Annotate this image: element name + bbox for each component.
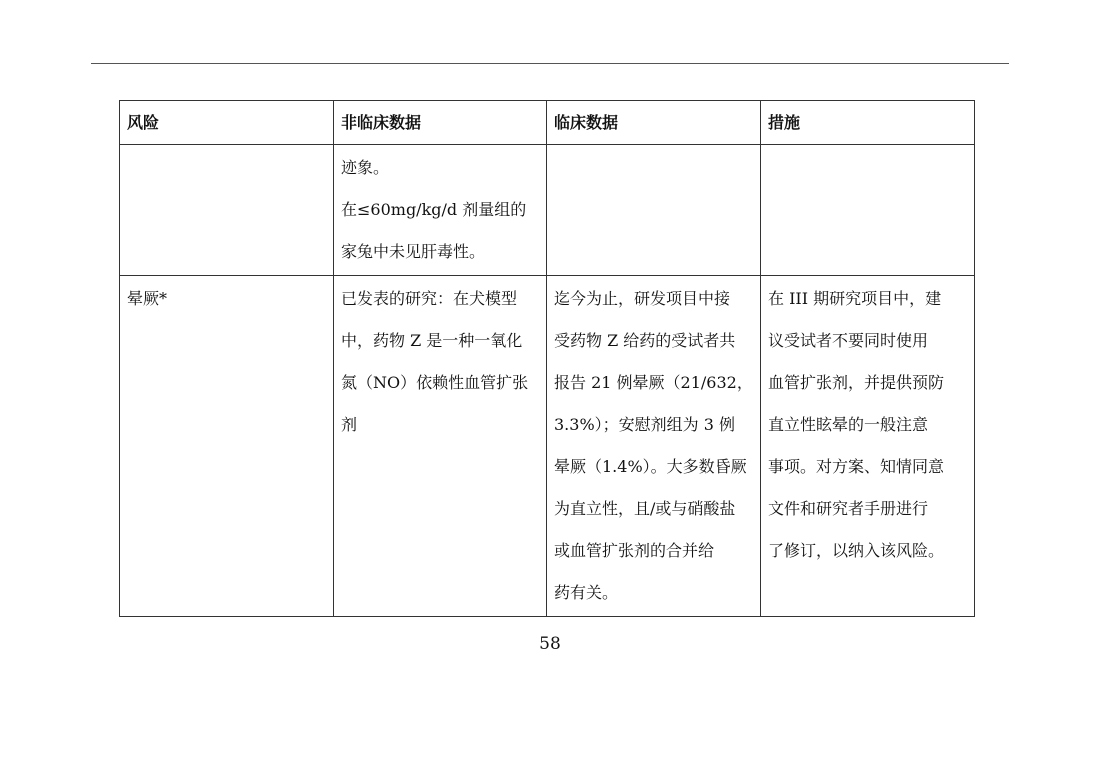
cell-line: 为直立性，且/或与硝酸盐 [554, 499, 736, 518]
cell-clinical [547, 145, 761, 276]
risk-table [119, 100, 975, 617]
cell-risk [120, 145, 334, 276]
cell-clinical [547, 276, 761, 617]
header-measures: 措施 [761, 101, 975, 145]
cell-line: 家兔中未见肝毒性。 [341, 242, 486, 261]
cell-line: 氮（NO）依赖性血管扩张 [341, 373, 529, 392]
cell-nonclinical [334, 276, 547, 617]
header-nonclinical-data: 非临床数据 [334, 101, 547, 145]
cell-line: 剂 [341, 415, 358, 434]
cell-line: 迹象。 [341, 158, 390, 177]
page-number: 58 [539, 634, 561, 654]
cell-line: 血管扩张剂，并提供预防 [768, 373, 945, 392]
table-row [120, 276, 975, 617]
table-row [120, 145, 975, 276]
cell-line: 议受试者不要同时使用 [768, 331, 929, 350]
cell-measures [761, 276, 975, 617]
cell-line: 迄今为止，研发项目中接 [554, 289, 731, 308]
cell-line: 直立性眩晕的一般注意 [768, 415, 929, 434]
cell-line: 事项。对方案、知情同意 [768, 457, 945, 476]
cell-line: 报告 21 例晕厥（21/632， [554, 373, 753, 392]
cell-risk: 晕厥* [120, 276, 334, 617]
table-header-row [120, 101, 975, 145]
cell-line: 药有关。 [554, 583, 619, 602]
cell-line: 或血管扩张剂的合并给 [554, 541, 715, 560]
header-risk: 风险 [120, 101, 334, 145]
cell-line: 晕厥（1.4%）。大多数昏厥 [554, 457, 747, 476]
cell-line: 在 III 期研究项目中，建 [768, 289, 942, 308]
cell-line: 了修订，以纳入该风险。 [768, 541, 945, 560]
header-rule [91, 63, 1009, 64]
cell-line: 已发表的研究：在犬模型 [341, 289, 518, 308]
cell-line: 受药物 Z 给药的受试者共 [554, 331, 736, 350]
cell-line: 3.3%）；安慰剂组为 3 例 [554, 415, 736, 434]
cell-measures [761, 145, 975, 276]
cell-line: 文件和研究者手册进行 [768, 499, 929, 518]
cell-line: 在≤60mg/kg/d 剂量组的 [341, 200, 527, 219]
cell-line: 中，药物 Z 是一种一氧化 [341, 331, 523, 350]
cell-nonclinical [334, 145, 547, 276]
header-clinical-data: 临床数据 [547, 101, 761, 145]
